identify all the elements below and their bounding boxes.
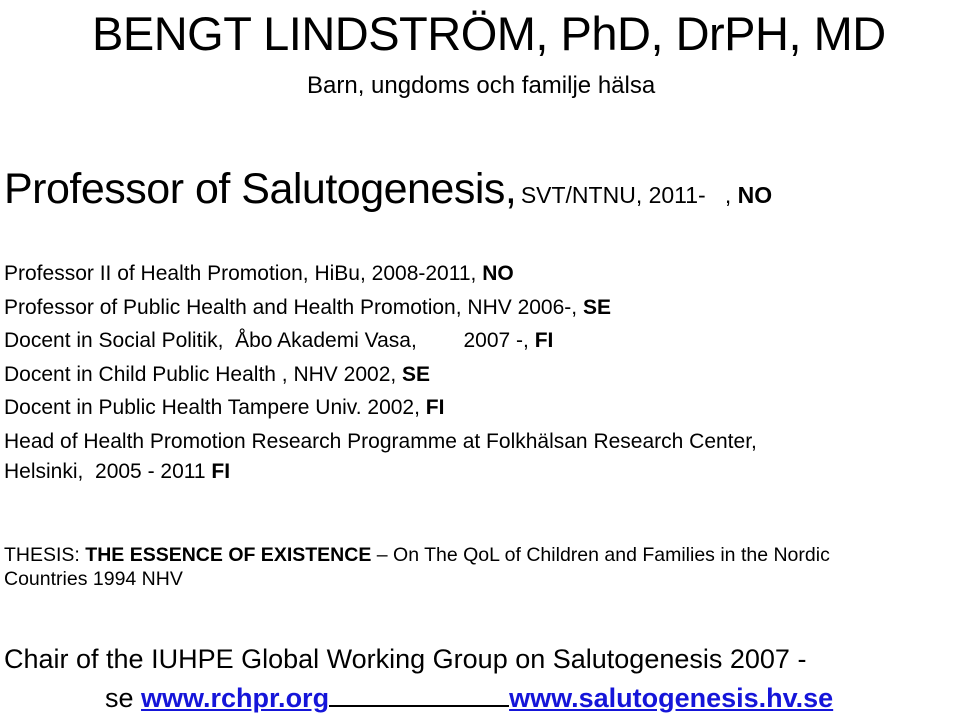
positions-list <box>4 257 757 489</box>
main-position-title: Professor of Salutogenesis, <box>4 165 517 213</box>
links-line <box>105 679 833 717</box>
person-name: BENGT LINDSTRÖM, PhD, DrPH, MD <box>92 7 886 60</box>
thesis-label: THESIS: <box>4 544 86 566</box>
thesis-rest: – On The QoL of Children and Families in the Nordic <box>371 544 830 566</box>
position-item: Professor II of Health Promotion, HiBu, 2008-2011, NO <box>4 262 514 285</box>
subtitle: Barn, ungdoms och familje hälsa <box>307 72 656 99</box>
position-item: Docent in Child Public Health , NHV 2002, SE <box>4 362 431 386</box>
salutogenesis-link[interactable]: www.salutogenesis.hv.se <box>509 683 834 713</box>
links-prefix: se <box>105 683 142 713</box>
position-item: Helsinki, 2005 - 2011 FI <box>4 460 231 483</box>
rchpr-link[interactable]: www.rchpr.org <box>141 683 330 713</box>
thesis-rest-2: Countries 1994 NHV <box>4 568 183 590</box>
position-item: Head of Health Promotion Research Programme at Folkhälsan Research Center, <box>4 429 757 453</box>
thesis-title: THE ESSENCE OF EXISTENCE <box>85 544 372 566</box>
thesis <box>4 541 830 594</box>
main-position-org: SVT/NTNU, 2011- <box>520 182 706 208</box>
underline-gap <box>329 683 509 707</box>
position-item: Docent in Public Health Tampere Univ. 2002, FI <box>4 396 445 419</box>
position-item: Docent in Social Politik, Åbo Akademi Vasa, 2007 -, FI <box>4 329 554 352</box>
chair-line: Chair of the IUHPE Global Working Group on Salutogenesis 2007 - <box>4 644 807 674</box>
main-position-country: NO <box>737 182 773 208</box>
main-position <box>4 164 772 224</box>
main-position-sep: , <box>705 182 738 208</box>
position-item: Professor of Public Health and Health Promotion, NHV 2006-, SE <box>4 295 611 319</box>
